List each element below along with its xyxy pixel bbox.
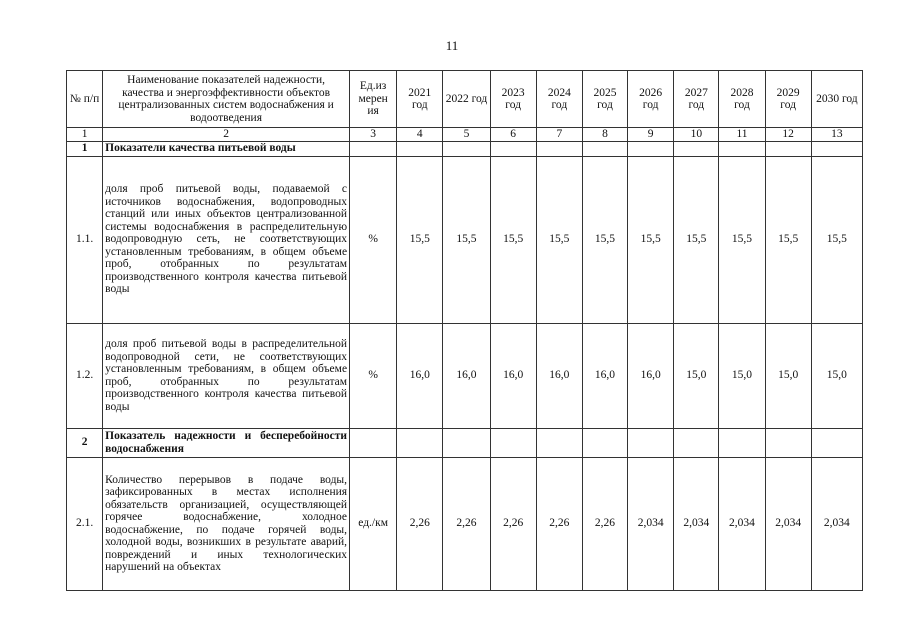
row-value: 15,5: [811, 156, 862, 323]
row-value: 15,5: [490, 156, 536, 323]
row-num: 2.1.: [67, 457, 103, 590]
section-num: 2: [67, 428, 103, 457]
column-number: 6: [490, 128, 536, 142]
section-title: Показатели качества питьевой воды: [103, 141, 350, 156]
row-value: 2,034: [628, 457, 674, 590]
row-unit: %: [350, 323, 397, 428]
row-value: 2,26: [397, 457, 443, 590]
header-num: № п/п: [67, 71, 103, 128]
column-number: 12: [765, 128, 811, 142]
header-year: 2021 год: [397, 71, 443, 128]
header-year: 2028 год: [719, 71, 765, 128]
row-value: 2,034: [719, 457, 765, 590]
row-value: 2,034: [765, 457, 811, 590]
row-value: 16,0: [536, 323, 582, 428]
table-row: [67, 457, 863, 590]
row-value: 16,0: [397, 323, 443, 428]
row-name: доля проб питьевой воды в распределительной водопроводной сети, не соответствующих установленным требованиям, в общем объеме проб, отобранных по результатам производственного контроля качества питьевой воды: [103, 323, 350, 428]
column-number: 10: [674, 128, 719, 142]
table-row: [67, 156, 863, 323]
section-row: [67, 428, 863, 457]
row-value: 15,5: [765, 156, 811, 323]
table-row: [67, 323, 863, 428]
row-value: 16,0: [582, 323, 627, 428]
row-unit: ед./км: [350, 457, 397, 590]
column-number: 13: [811, 128, 862, 142]
column-number: 1: [67, 128, 103, 142]
header-year: 2027 год: [674, 71, 719, 128]
row-value: 15,0: [719, 323, 765, 428]
table-header-row: [67, 71, 863, 128]
row-value: 16,0: [490, 323, 536, 428]
row-value: 15,5: [628, 156, 674, 323]
row-value: 15,0: [765, 323, 811, 428]
row-value: 15,5: [582, 156, 627, 323]
row-value: 15,5: [719, 156, 765, 323]
row-value: 16,0: [443, 323, 490, 428]
header-name: Наименование показателей надежности, качества и энергоэффективности объектов централизованных систем водоснабжения и водоотведения: [103, 71, 350, 128]
column-number: 11: [719, 128, 765, 142]
header-year: 2025 год: [582, 71, 627, 128]
row-num: 1.2.: [67, 323, 103, 428]
row-value: 2,26: [443, 457, 490, 590]
row-value: 2,034: [674, 457, 719, 590]
row-value: 15,0: [674, 323, 719, 428]
section-title: Показатель надежности и бесперебойности водоснабжения: [103, 428, 350, 457]
row-name: Количество перерывов в подаче воды, зафиксированных в местах исполнения обязательств организацией, осуществляющей горячее водоснабжение, холодное водоснабжение, по подаче горячей воды, холодной воды, возникших в результате аварий, повреждений и иных технологических нарушений на объектах: [103, 457, 350, 590]
column-number: 5: [443, 128, 490, 142]
header-year: 2022 год: [443, 71, 490, 128]
row-value: 15,5: [536, 156, 582, 323]
header-year: 2029 год: [765, 71, 811, 128]
column-number: 8: [582, 128, 627, 142]
row-value: 2,26: [582, 457, 627, 590]
row-value: 15,5: [674, 156, 719, 323]
row-value: 15,5: [397, 156, 443, 323]
row-value: 16,0: [628, 323, 674, 428]
row-value: 15,5: [443, 156, 490, 323]
section-row: [67, 141, 863, 156]
row-num: 1.1.: [67, 156, 103, 323]
row-value: 15,0: [811, 323, 862, 428]
column-number-row: [67, 128, 863, 142]
row-name: доля проб питьевой воды, подаваемой с источников водоснабжения, водопроводных станций или иных объектов централизованной системы водоснабжения в распределительную водопроводную сеть, не соответствующих установленным требованиям, в общем объеме проб, отобранных по результатам производственного контроля качества питьевой воды: [103, 156, 350, 323]
header-year: 2030 год: [811, 71, 862, 128]
indicators-table: [66, 70, 863, 591]
row-unit: %: [350, 156, 397, 323]
header-year: 2023 год: [490, 71, 536, 128]
column-number: 7: [536, 128, 582, 142]
column-number: 3: [350, 128, 397, 142]
row-value: 2,26: [536, 457, 582, 590]
page-number: 11: [445, 38, 459, 53]
row-value: 2,034: [811, 457, 862, 590]
row-value: 2,26: [490, 457, 536, 590]
column-number: 9: [628, 128, 674, 142]
header-unit: Ед.из мерен ия: [350, 71, 397, 128]
column-number: 2: [103, 128, 350, 142]
column-number: 4: [397, 128, 443, 142]
header-year: 2026 год: [628, 71, 674, 128]
header-year: 2024 год: [536, 71, 582, 128]
section-num: 1: [67, 141, 103, 156]
